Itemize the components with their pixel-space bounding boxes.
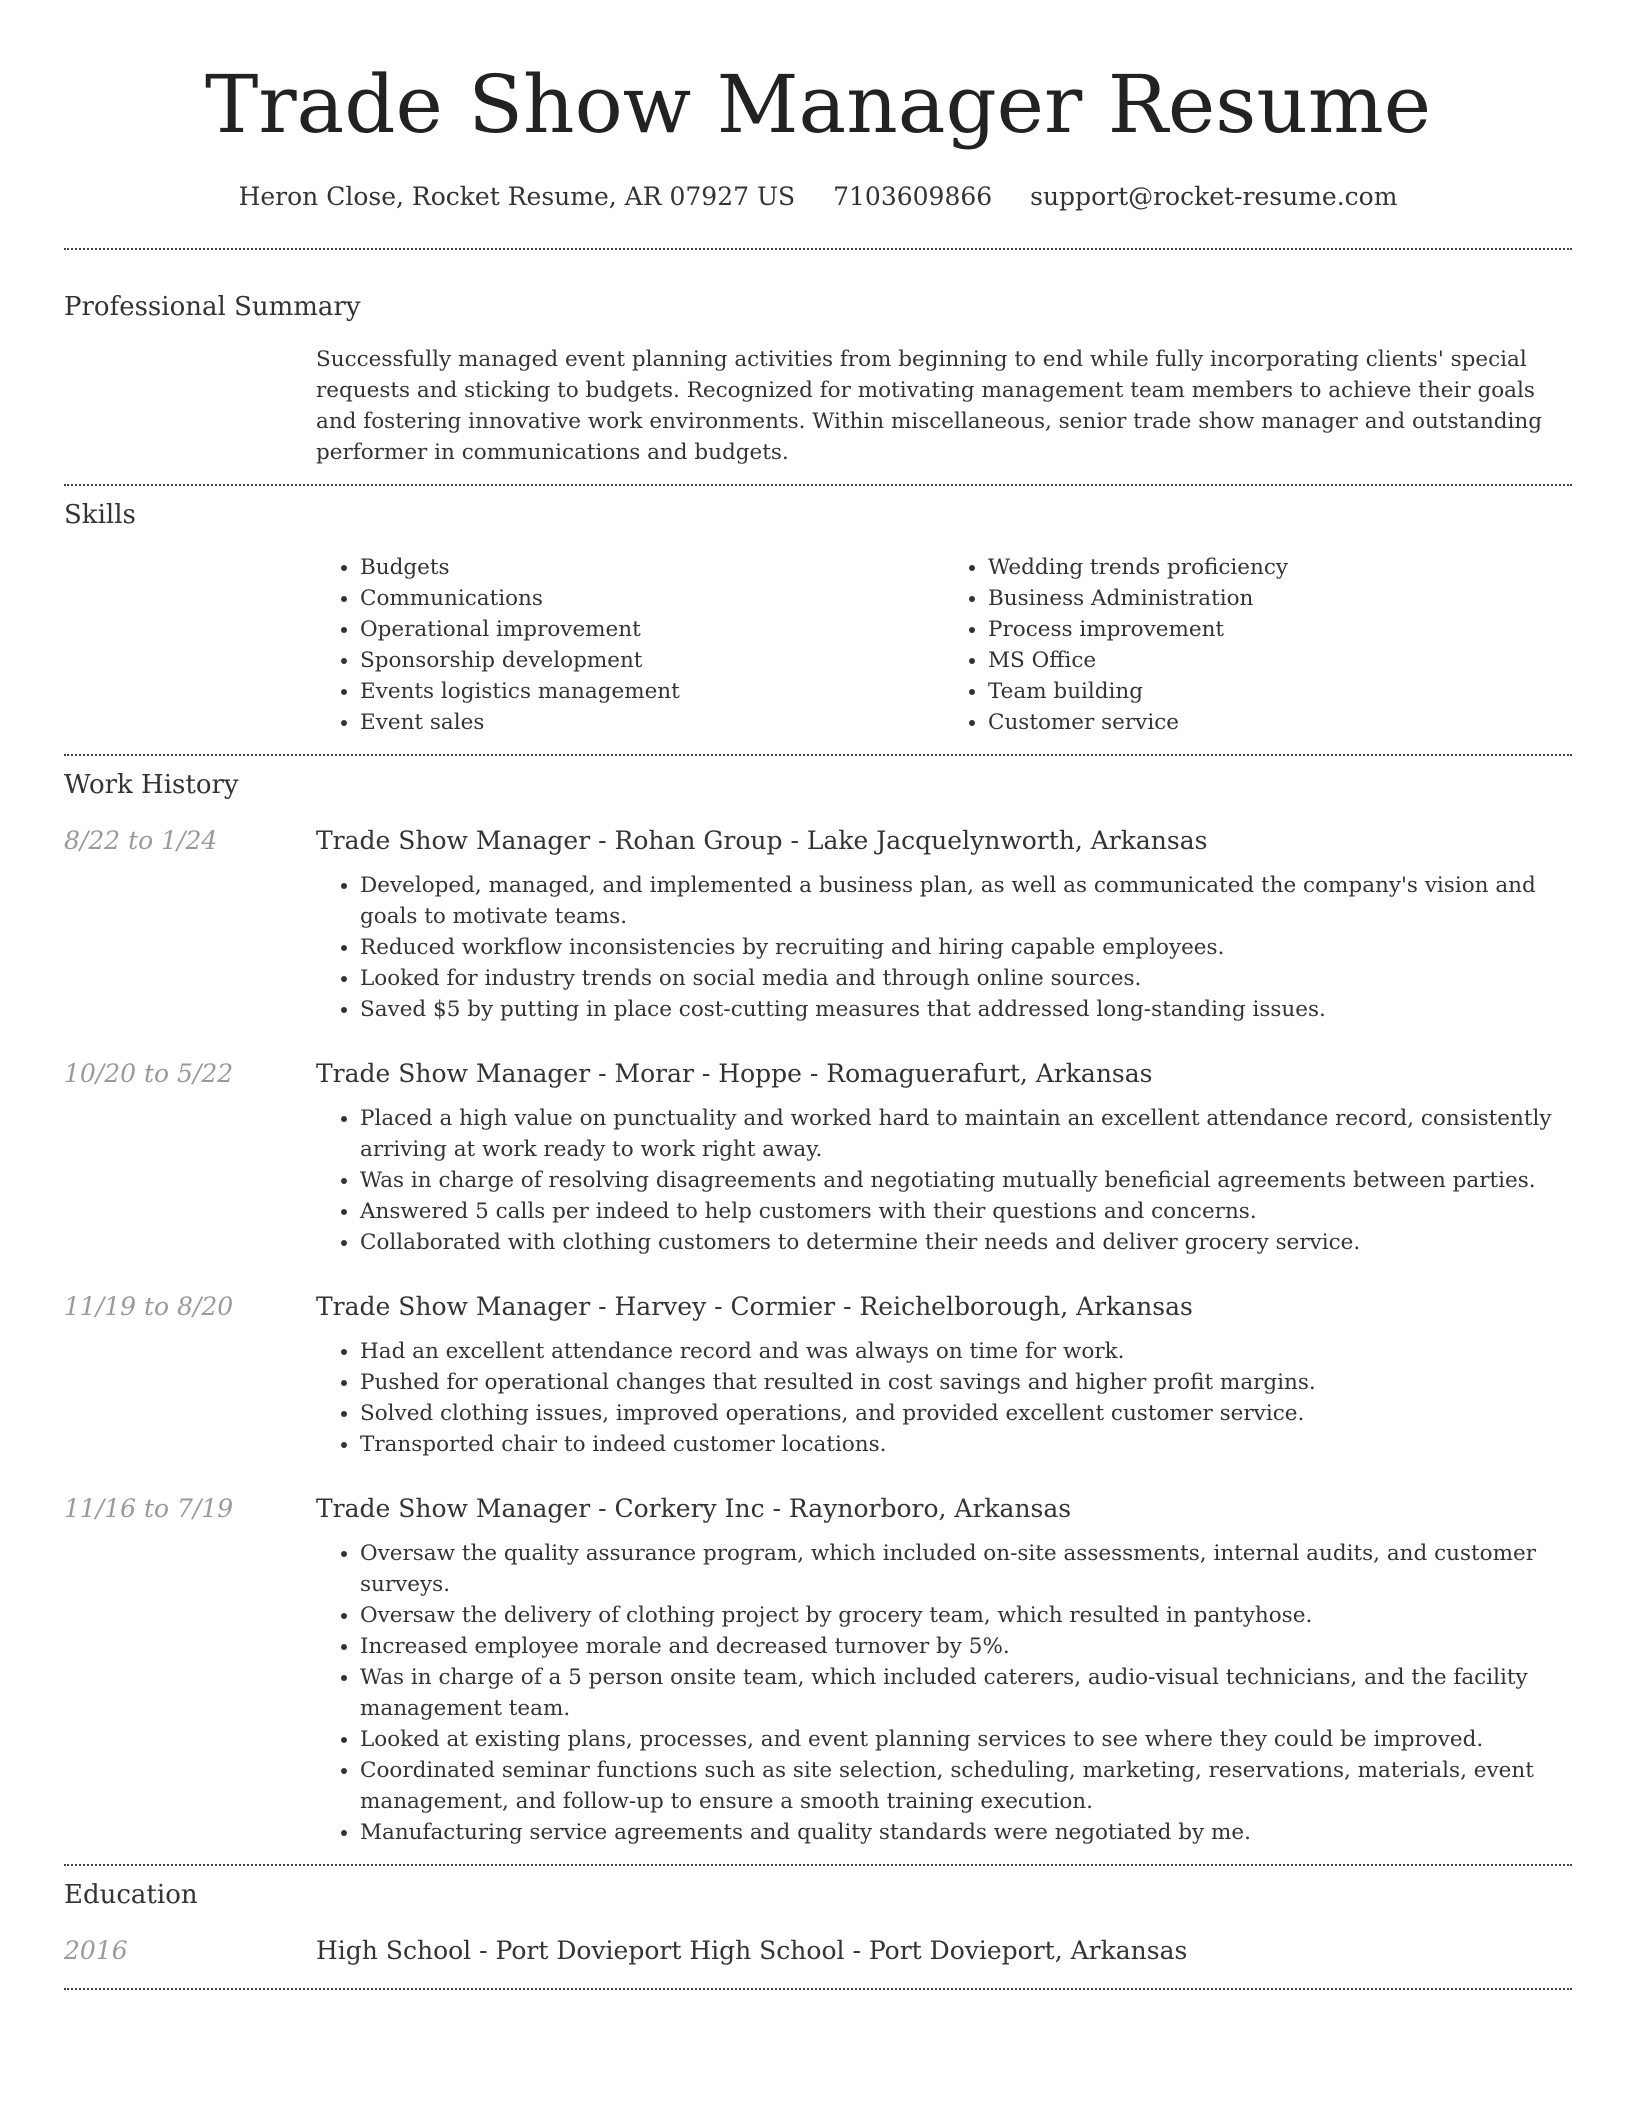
skill-item: • Wedding trends proficiency	[988, 552, 1572, 583]
job-title: Trade Show Manager - Harvey - Cormier - Reichelborough, Arkansas	[316, 1292, 1193, 1321]
resume-title: Trade Show Manager Resume	[204, 58, 1432, 151]
skill-item: • Process improvement	[988, 614, 1572, 645]
job-bullet: • Solved clothing issues, improved operations, and provided excellent customer service.	[360, 1398, 1572, 1429]
summary-text: Successfully managed event planning activities from beginning to end while fully incorporating clients' special requests and sticking to budgets. Recognized for motivating management team members to achieve their goals and fostering innovative work environments. Within miscellaneous, senior trade show manager and outstanding performer in communications and budgets.	[316, 347, 1543, 465]
job-entry	[64, 824, 1572, 1025]
skills-list-right	[944, 552, 1572, 738]
job-bullet: • Transported chair to indeed customer locations.	[360, 1429, 1572, 1460]
job-entry	[64, 1290, 1572, 1460]
job-bullet: • Looked for industry trends on social media and through online sources.	[360, 963, 1572, 994]
contact-address: Heron Close, Rocket Resume, AR 07927 US	[238, 182, 796, 211]
job-bullet: • Was in charge of resolving disagreements and negotiating mutually beneficial agreements between parties.	[360, 1165, 1572, 1196]
job-bullets	[316, 1538, 1572, 1848]
skill-item: • MS Office	[988, 645, 1572, 676]
job-title: Trade Show Manager - Corkery Inc - Raynorboro, Arkansas	[316, 1494, 1072, 1523]
job-dates: 8/22 to 1/24	[64, 826, 218, 855]
education-section	[64, 1878, 1572, 1968]
education-year: 2016	[64, 1936, 128, 1965]
job-bullet: • Collaborated with clothing customers to determine their needs and deliver grocery service.	[360, 1227, 1572, 1258]
job-bullet: • Coordinated seminar functions such as site selection, scheduling, marketing, reservations, materials, event management, and follow-up to ensure a smooth training execution.	[360, 1755, 1572, 1817]
skill-item: • Sponsorship development	[360, 645, 944, 676]
job-bullets	[316, 1336, 1572, 1460]
job-header	[64, 1290, 1572, 1324]
work-history-heading: Work History	[64, 770, 239, 800]
skill-item: • Customer service	[988, 707, 1572, 738]
job-entry	[64, 1492, 1572, 1848]
job-dates: 11/16 to 7/19	[64, 1494, 234, 1523]
job-header	[64, 824, 1572, 858]
job-header	[64, 1492, 1572, 1526]
skill-item: • Business Administration	[988, 583, 1572, 614]
job-bullet: • Looked at existing plans, processes, and event planning services to see where they could be improved.	[360, 1724, 1572, 1755]
job-bullet: • Developed, managed, and implemented a business plan, as well as communicated the company's vision and goals to motivate teams.	[360, 870, 1572, 932]
skill-item: • Event sales	[360, 707, 944, 738]
job-title: Trade Show Manager - Morar - Hoppe - Romaguerafurt, Arkansas	[316, 1059, 1153, 1088]
skill-item: • Budgets	[360, 552, 944, 583]
job-entry	[64, 1057, 1572, 1258]
job-header	[64, 1057, 1572, 1091]
summary-section	[64, 290, 1572, 468]
divider	[64, 1864, 1572, 1866]
contact-email: support@rocket-resume.com	[1030, 182, 1398, 211]
skill-item: • Events logistics management	[360, 676, 944, 707]
job-bullet: • Was in charge of a 5 person onsite team, which included caterers, audio-visual technicians, and the facility management team.	[360, 1662, 1572, 1724]
skill-item: • Operational improvement	[360, 614, 944, 645]
skill-item: • Communications	[360, 583, 944, 614]
job-bullets	[316, 870, 1572, 1025]
job-bullet: • Reduced workflow inconsistencies by recruiting and hiring capable employees.	[360, 932, 1572, 963]
skills-heading: Skills	[64, 500, 136, 530]
education-heading: Education	[64, 1880, 198, 1910]
divider	[64, 248, 1572, 250]
education-title: High School - Port Dovieport High School - Port Dovieport, Arkansas	[316, 1936, 1188, 1965]
job-bullet: • Oversaw the quality assurance program, which included on-site assessments, internal audits, and customer surveys.	[360, 1538, 1572, 1600]
job-bullet: • Placed a high value on punctuality and worked hard to maintain an excellent attendance record, consistently arriving at work ready to work right away.	[360, 1103, 1572, 1165]
job-dates: 11/19 to 8/20	[64, 1292, 234, 1321]
skills-section	[64, 498, 1572, 738]
education-entry	[64, 1934, 1572, 1968]
summary-heading: Professional Summary	[64, 292, 361, 322]
divider	[64, 754, 1572, 756]
contact-phone: 7103609866	[833, 182, 993, 211]
job-bullet: • Had an excellent attendance record and was always on time for work.	[360, 1336, 1572, 1367]
job-title: Trade Show Manager - Rohan Group - Lake Jacquelynworth, Arkansas	[316, 826, 1208, 855]
work-history-section	[64, 768, 1572, 1848]
job-bullet: • Pushed for operational changes that resulted in cost savings and higher profit margins.	[360, 1367, 1572, 1398]
skills-list-left	[316, 552, 944, 738]
job-bullet: • Saved $5 by putting in place cost-cutting measures that addressed long-standing issues.	[360, 994, 1572, 1025]
job-bullet: • Increased employee morale and decreased turnover by 5%.	[360, 1631, 1572, 1662]
divider	[64, 484, 1572, 486]
divider	[64, 1988, 1572, 1990]
skills-columns	[316, 552, 1572, 738]
job-bullet: • Manufacturing service agreements and quality standards were negotiated by me.	[360, 1817, 1572, 1848]
contact-line	[64, 180, 1572, 214]
job-dates: 10/20 to 5/22	[64, 1059, 234, 1088]
resume-page	[64, 0, 1572, 1990]
job-bullets	[316, 1103, 1572, 1258]
job-bullet: • Answered 5 calls per indeed to help customers with their questions and concerns.	[360, 1196, 1572, 1227]
job-bullet: • Oversaw the delivery of clothing project by grocery team, which resulted in pantyhose.	[360, 1600, 1572, 1631]
skill-item: • Team building	[988, 676, 1572, 707]
